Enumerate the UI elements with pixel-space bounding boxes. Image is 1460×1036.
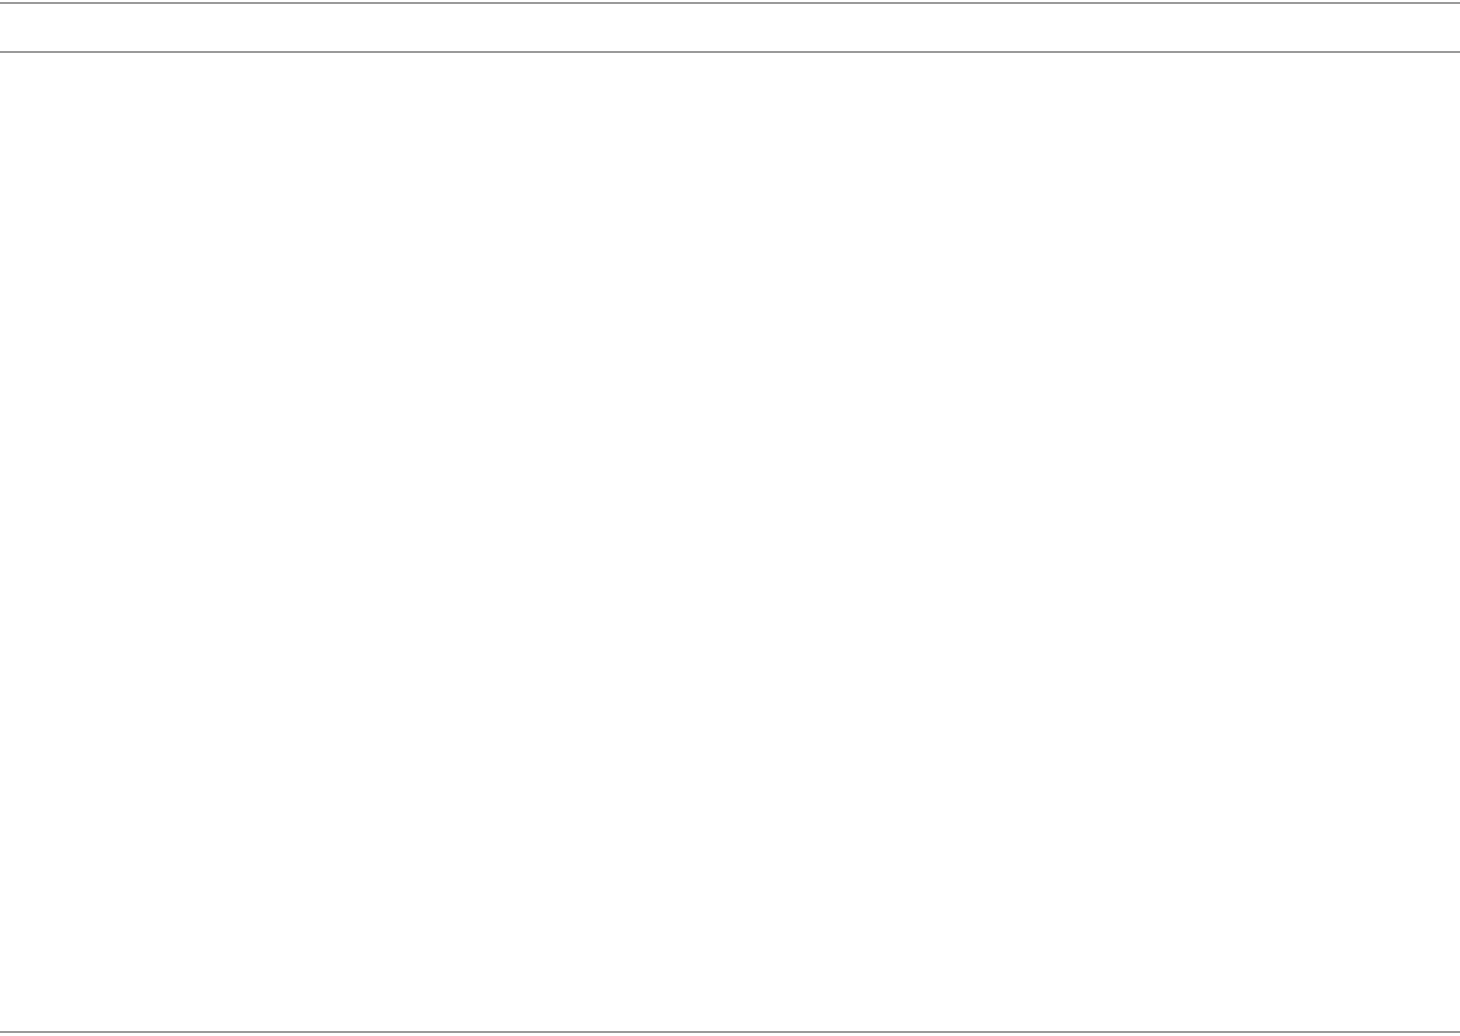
- table-top-rule: [0, 2, 1460, 4]
- header-bottom-rule: [0, 51, 1460, 53]
- table-bottom-rule: [0, 1031, 1460, 1033]
